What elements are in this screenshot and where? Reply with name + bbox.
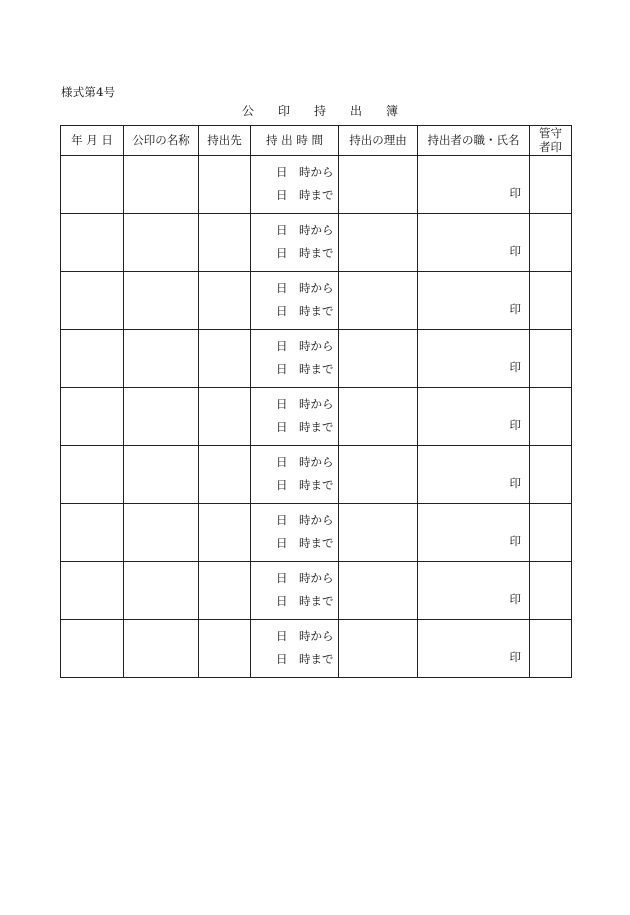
time-from-line <box>276 570 334 586</box>
custodian-seal-cell[interactable] <box>530 214 572 272</box>
time-to-line <box>276 361 334 377</box>
day-to-label: 日 <box>276 246 288 260</box>
header-seal-name: 公印の名称 <box>124 126 199 156</box>
header-custodian-text <box>539 127 562 153</box>
duration-cell[interactable] <box>251 330 339 388</box>
table-row <box>61 214 572 272</box>
time-from-line <box>276 512 334 528</box>
custodian-seal-cell[interactable] <box>530 446 572 504</box>
date-cell[interactable] <box>61 562 124 620</box>
person-cell[interactable] <box>418 504 530 562</box>
table-row <box>61 504 572 562</box>
date-cell[interactable] <box>61 330 124 388</box>
destination-cell[interactable] <box>199 156 251 214</box>
seal-mark: 印 <box>509 534 521 548</box>
header-destination: 持出先 <box>199 126 251 156</box>
day-to-label: 日 <box>276 652 288 666</box>
day-from-label: 日 <box>276 629 288 643</box>
time-from-label: 時から <box>299 281 334 295</box>
date-cell[interactable] <box>61 504 124 562</box>
seal-mark: 印 <box>509 476 521 490</box>
reason-cell[interactable] <box>339 272 418 330</box>
time-to-line <box>276 651 334 667</box>
day-to-label: 日 <box>276 536 288 550</box>
time-from-label: 時から <box>299 455 334 469</box>
table-row <box>61 272 572 330</box>
day-from-label: 日 <box>276 513 288 527</box>
custodian-seal-cell[interactable] <box>530 620 572 678</box>
date-cell[interactable] <box>61 388 124 446</box>
person-cell[interactable] <box>418 156 530 214</box>
seal-mark: 印 <box>509 360 521 374</box>
destination-cell[interactable] <box>199 214 251 272</box>
table-row <box>61 446 572 504</box>
date-cell[interactable] <box>61 272 124 330</box>
seal-mark: 印 <box>509 302 521 316</box>
form-title: 公 印 持 出 簿 <box>241 104 398 118</box>
custodian-seal-cell[interactable] <box>530 330 572 388</box>
time-from-label: 時から <box>299 513 334 527</box>
person-cell[interactable] <box>418 330 530 388</box>
time-to-label: 時まで <box>299 536 334 550</box>
table-row <box>61 620 572 678</box>
time-to-line <box>276 245 334 261</box>
time-from-label: 時から <box>299 223 334 237</box>
reason-cell[interactable] <box>339 388 418 446</box>
header-person: 持出者の職・氏名 <box>418 126 530 156</box>
time-to-line <box>276 419 334 435</box>
time-to-label: 時まで <box>299 594 334 608</box>
custodian-seal-cell[interactable] <box>530 504 572 562</box>
seal-mark: 印 <box>509 592 521 606</box>
seal-name-cell[interactable] <box>124 388 199 446</box>
seal-name-cell[interactable] <box>124 504 199 562</box>
time-from-label: 時から <box>299 571 334 585</box>
duration-cell[interactable] <box>251 562 339 620</box>
reason-cell[interactable] <box>339 214 418 272</box>
time-to-label: 時まで <box>299 304 334 318</box>
time-from-line <box>276 338 334 354</box>
destination-cell[interactable] <box>199 330 251 388</box>
person-cell[interactable] <box>418 388 530 446</box>
day-to-label: 日 <box>276 188 288 202</box>
reason-cell[interactable] <box>339 330 418 388</box>
person-cell[interactable] <box>418 214 530 272</box>
time-from-label: 時から <box>299 397 334 411</box>
reason-cell[interactable] <box>339 156 418 214</box>
destination-cell[interactable] <box>199 446 251 504</box>
day-to-label: 日 <box>276 420 288 434</box>
header-date: 年 月 日 <box>61 126 124 156</box>
seal-checkout-ledger <box>60 125 572 678</box>
time-from-line <box>276 222 334 238</box>
duration-cell[interactable] <box>251 504 339 562</box>
destination-cell[interactable] <box>199 272 251 330</box>
duration-cell[interactable] <box>251 620 339 678</box>
reason-cell[interactable] <box>339 504 418 562</box>
day-from-label: 日 <box>276 281 288 295</box>
time-from-line <box>276 454 334 470</box>
time-to-label: 時まで <box>299 246 334 260</box>
day-to-label: 日 <box>276 478 288 492</box>
seal-name-cell[interactable] <box>124 272 199 330</box>
custodian-seal-cell[interactable] <box>530 272 572 330</box>
reason-cell[interactable] <box>339 562 418 620</box>
time-from-line <box>276 396 334 412</box>
day-from-label: 日 <box>276 455 288 469</box>
time-from-line <box>276 164 334 180</box>
time-from-label: 時から <box>299 629 334 643</box>
custodian-seal-cell[interactable] <box>530 562 572 620</box>
header-custodian-line1: 管守 <box>539 126 562 141</box>
reason-cell[interactable] <box>339 446 418 504</box>
date-cell[interactable] <box>61 446 124 504</box>
seal-mark: 印 <box>509 244 521 258</box>
seal-name-cell[interactable] <box>124 562 199 620</box>
day-from-label: 日 <box>276 165 288 179</box>
reason-cell[interactable] <box>339 620 418 678</box>
duration-cell[interactable] <box>251 272 339 330</box>
custodian-seal-cell[interactable] <box>530 388 572 446</box>
date-cell[interactable] <box>61 214 124 272</box>
day-from-label: 日 <box>276 223 288 237</box>
time-from-line <box>276 628 334 644</box>
time-to-label: 時まで <box>299 420 334 434</box>
time-from-label: 時から <box>299 339 334 353</box>
destination-cell[interactable] <box>199 620 251 678</box>
time-to-line <box>276 477 334 493</box>
seal-name-cell[interactable] <box>124 330 199 388</box>
person-cell[interactable] <box>418 446 530 504</box>
day-from-label: 日 <box>276 339 288 353</box>
time-to-label: 時まで <box>299 652 334 666</box>
seal-mark: 印 <box>509 650 521 664</box>
day-from-label: 日 <box>276 397 288 411</box>
duration-cell[interactable] <box>251 446 339 504</box>
time-to-label: 時まで <box>299 362 334 376</box>
duration-cell[interactable] <box>251 214 339 272</box>
time-from-label: 時から <box>299 165 334 179</box>
seal-mark: 印 <box>509 418 521 432</box>
ledger-body <box>61 156 572 678</box>
time-to-line <box>276 187 334 203</box>
day-to-label: 日 <box>276 594 288 608</box>
destination-cell[interactable] <box>199 562 251 620</box>
form-number: 様式第4号 <box>61 85 116 99</box>
duration-cell[interactable] <box>251 388 339 446</box>
header-row <box>61 126 572 156</box>
date-cell[interactable] <box>61 156 124 214</box>
header-reason: 持出の理由 <box>339 126 418 156</box>
person-cell[interactable] <box>418 562 530 620</box>
table-row <box>61 330 572 388</box>
destination-cell[interactable] <box>199 504 251 562</box>
header-custodian-seal <box>530 126 572 156</box>
table-row <box>61 562 572 620</box>
table-row <box>61 156 572 214</box>
day-to-label: 日 <box>276 304 288 318</box>
day-from-label: 日 <box>276 571 288 585</box>
seal-name-cell[interactable] <box>124 620 199 678</box>
custodian-seal-cell[interactable] <box>530 156 572 214</box>
header-duration: 持 出 時 間 <box>251 126 339 156</box>
header-custodian-line2: 者印 <box>539 139 562 154</box>
time-to-label: 時まで <box>299 478 334 492</box>
time-to-line <box>276 593 334 609</box>
seal-mark: 印 <box>509 186 521 200</box>
destination-cell[interactable] <box>199 388 251 446</box>
time-to-line <box>276 303 334 319</box>
time-from-line <box>276 280 334 296</box>
time-to-label: 時まで <box>299 188 334 202</box>
seal-name-cell[interactable] <box>124 156 199 214</box>
table-row <box>61 388 572 446</box>
day-to-label: 日 <box>276 362 288 376</box>
seal-name-cell[interactable] <box>124 214 199 272</box>
duration-cell[interactable] <box>251 156 339 214</box>
time-to-line <box>276 535 334 551</box>
seal-name-cell[interactable] <box>124 446 199 504</box>
person-cell[interactable] <box>418 620 530 678</box>
date-cell[interactable] <box>61 620 124 678</box>
person-cell[interactable] <box>418 272 530 330</box>
